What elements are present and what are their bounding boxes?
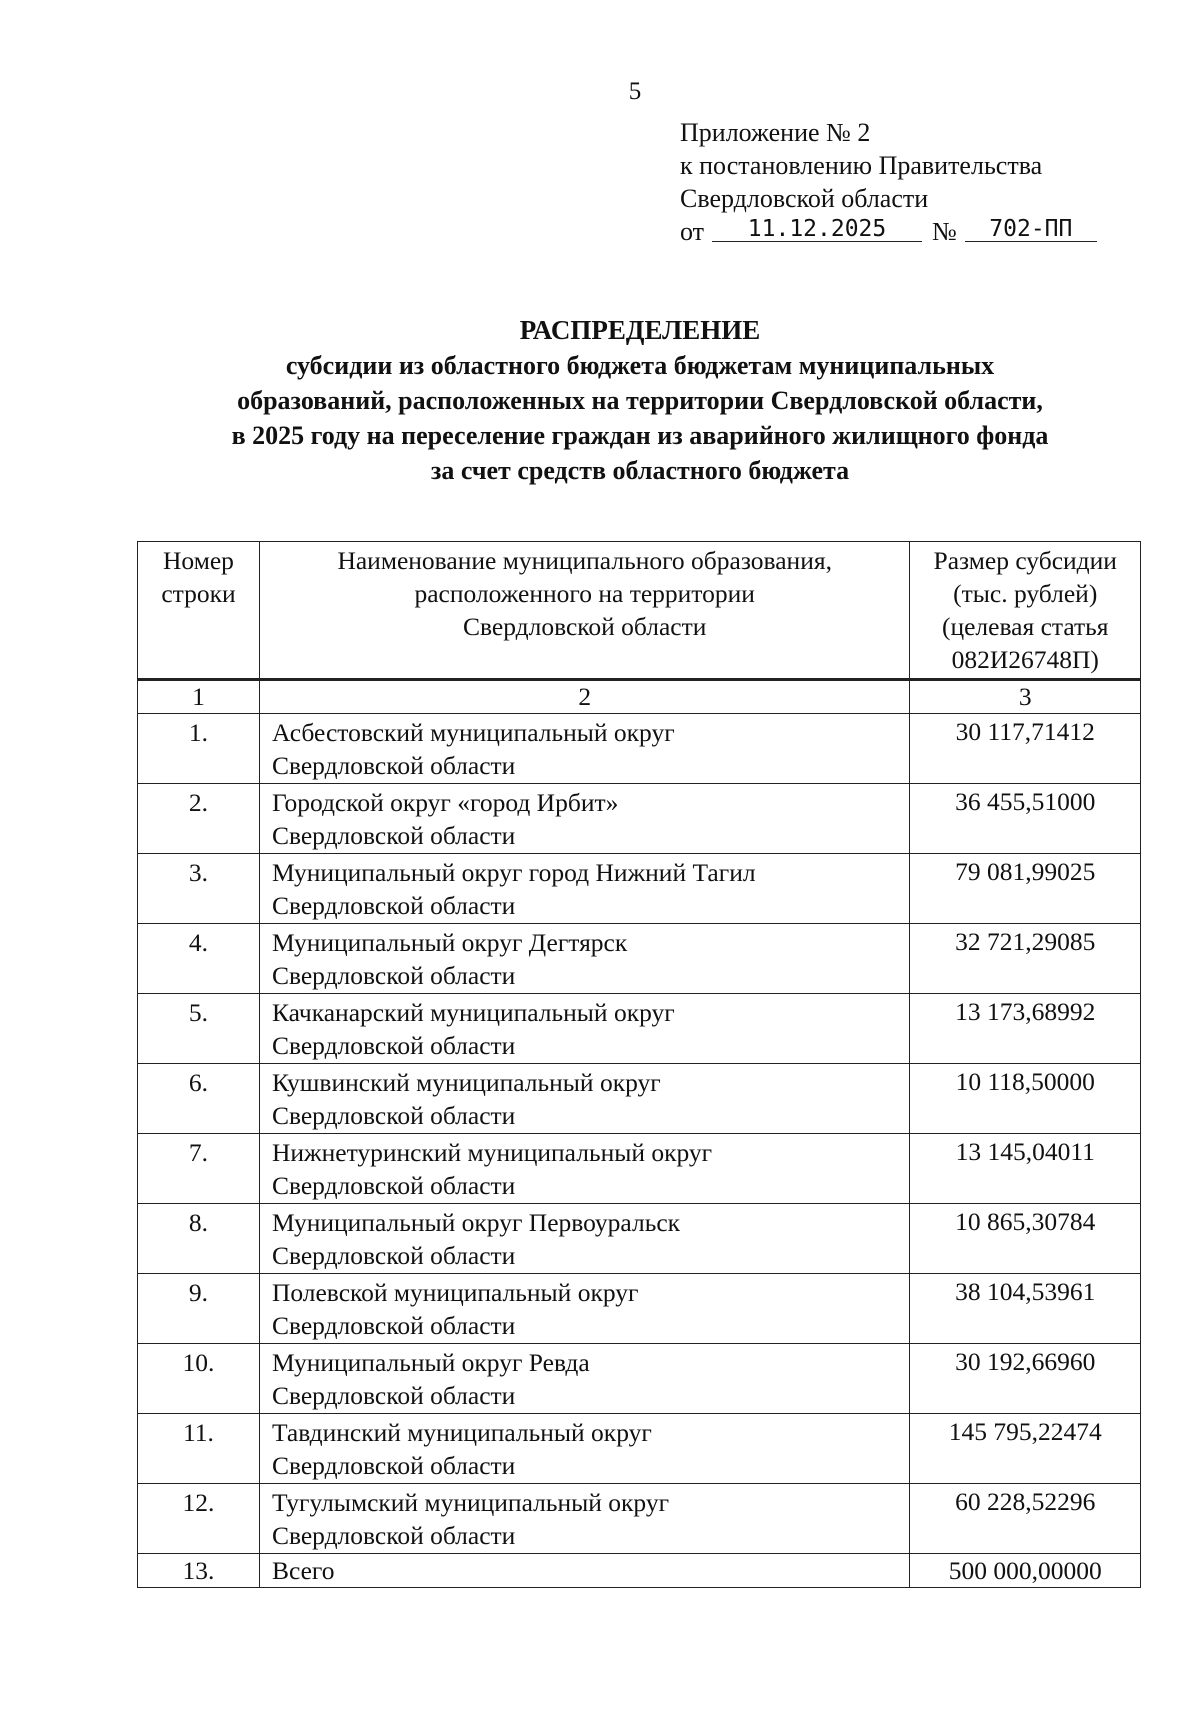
subsidy-amount: 10 865,30784 (910, 1204, 1141, 1274)
title-line-1: субсидии из областного бюджета бюджетам муниципальных (285, 351, 995, 380)
table-row (138, 924, 1141, 994)
header-sum-line: (тыс. рублей) (953, 579, 1098, 608)
row-number: 12. (138, 1484, 260, 1554)
subsidy-amount: 13 145,04011 (910, 1134, 1141, 1204)
row-number: 3. (138, 854, 260, 924)
total-row (138, 1554, 1141, 1588)
municipality-name (259, 924, 910, 994)
municipality-name-line: Муниципальный округ Дегтярск (271, 928, 628, 957)
municipality-name (259, 1414, 910, 1484)
municipality-name-line: Свердловской области (271, 1171, 516, 1200)
appendix-date-number-row (680, 215, 1140, 248)
title-line-2: образований, расположенных на территории Свердловской области, (237, 386, 1043, 415)
municipality-name-line: Кушвинский муниципальный округ (271, 1068, 661, 1097)
municipality-name (259, 854, 910, 924)
municipality-name-line: Тавдинский муниципальный округ (271, 1418, 652, 1447)
row-number: 4. (138, 924, 260, 994)
subsidy-amount: 38 104,53961 (910, 1274, 1141, 1344)
header-num (138, 542, 260, 680)
header-name-line: Свердловской области (463, 612, 707, 641)
row-number: 7. (138, 1134, 260, 1204)
row-number: 1. (138, 714, 260, 784)
municipality-name (259, 714, 910, 784)
table-row (138, 1064, 1141, 1134)
header-name-line: расположенного на территории (414, 579, 755, 608)
subsidy-amount: 60 228,52296 (910, 1484, 1141, 1554)
municipality-name-line: Асбестовский муниципальный округ (271, 718, 675, 747)
municipality-name-line: Качканарский муниципальный округ (271, 998, 675, 1027)
table-row (138, 1134, 1141, 1204)
municipality-name-line: Муниципальный округ Первоуральск (271, 1208, 681, 1237)
row-number: 8. (138, 1204, 260, 1274)
table-header-row (138, 542, 1141, 680)
municipality-name-line: Полевской муниципальный округ (271, 1278, 639, 1307)
date-prefix: от (680, 217, 705, 246)
municipality-name-line: Свердловской области (271, 1311, 516, 1340)
municipality-name-line: Свердловской области (271, 1101, 516, 1130)
column-index-row (138, 680, 1141, 714)
municipality-name-line: Свердловской области (271, 1451, 516, 1480)
municipality-name-line: Свердловской области (271, 821, 516, 850)
table-row (138, 784, 1141, 854)
municipality-name (259, 784, 910, 854)
column-index-3: 3 (910, 680, 1141, 714)
municipality-name-line: Муниципальный округ город Нижний Тагил (271, 858, 756, 887)
table-row (138, 994, 1141, 1064)
column-index-2: 2 (259, 680, 910, 714)
row-number: 6. (138, 1064, 260, 1134)
number-value: 702-ПП (965, 217, 1097, 242)
header-sum-line: 082И26748П) (951, 645, 1099, 674)
title-line-4: за счет средств областного бюджета (430, 456, 850, 485)
header-name (259, 542, 910, 680)
document-title (120, 313, 1160, 488)
row-number: 2. (138, 784, 260, 854)
total-number: 13. (138, 1554, 260, 1588)
municipality-name-line: Нижнетуринский муниципальный округ (271, 1138, 713, 1167)
header-sum (910, 542, 1141, 680)
header-sum-line: (целевая статья (941, 612, 1109, 641)
subsidy-amount: 13 173,68992 (910, 994, 1141, 1064)
title-line-3: в 2025 году на переселение граждан из аварийного жилищного фонда (231, 421, 1049, 450)
header-sum-line: Размер субсидии (933, 546, 1117, 575)
row-number: 10. (138, 1344, 260, 1414)
total-amount: 500 000,00000 (910, 1554, 1141, 1588)
appendix-line-1: Приложение № 2 (680, 118, 871, 147)
municipality-name-line: Свердловской области (271, 751, 516, 780)
table-row (138, 1484, 1141, 1554)
table-row (138, 714, 1141, 784)
municipality-name-line: Свердловской области (271, 1381, 516, 1410)
municipality-name (259, 1134, 910, 1204)
header-num-line: Номер (163, 546, 234, 575)
appendix-line-2: к постановлению Правительства (680, 151, 1043, 180)
header-name-line: Наименование муниципального образования, (337, 546, 832, 575)
municipality-name (259, 994, 910, 1064)
title-main: РАСПРЕДЕЛЕНИЕ (519, 315, 761, 345)
subsidy-amount: 36 455,51000 (910, 784, 1141, 854)
municipality-name-line: Свердловской области (271, 1521, 516, 1550)
total-label: Всего (259, 1554, 910, 1588)
row-number: 5. (138, 994, 260, 1064)
table-row (138, 1344, 1141, 1414)
table-row (138, 1414, 1141, 1484)
appendix-block (680, 116, 1140, 248)
municipality-name-line: Тугулымский муниципальный округ (271, 1488, 670, 1517)
municipality-name-line: Свердловской области (271, 1031, 516, 1060)
municipality-name (259, 1274, 910, 1344)
row-number: 11. (138, 1414, 260, 1484)
column-index-1: 1 (138, 680, 260, 714)
page-number: 5 (628, 78, 642, 105)
municipality-name (259, 1344, 910, 1414)
municipality-name (259, 1204, 910, 1274)
municipality-name-line: Свердловской области (271, 961, 516, 990)
subsidy-amount: 32 721,29085 (910, 924, 1141, 994)
subsidy-amount: 145 795,22474 (910, 1414, 1141, 1484)
subsidy-amount: 30 117,71412 (910, 714, 1141, 784)
subsidy-amount: 10 118,50000 (910, 1064, 1141, 1134)
municipality-name-line: Муниципальный округ Ревда (271, 1348, 590, 1377)
municipality-name-line: Городской округ «город Ирбит» (271, 788, 619, 817)
date-value: 11.12.2025 (712, 217, 922, 242)
subsidy-amount: 79 081,99025 (910, 854, 1141, 924)
number-prefix: № (932, 217, 957, 246)
table-row (138, 854, 1141, 924)
row-number: 9. (138, 1274, 260, 1344)
municipality-name-line: Свердловской области (271, 891, 516, 920)
municipality-name-line: Свердловской области (271, 1241, 516, 1270)
distribution-table-wrapper (137, 541, 1141, 1588)
distribution-table (137, 541, 1141, 1588)
appendix-line-3: Свердловской области (680, 184, 929, 213)
municipality-name (259, 1484, 910, 1554)
table-row (138, 1274, 1141, 1344)
table-row (138, 1204, 1141, 1274)
subsidy-amount: 30 192,66960 (910, 1344, 1141, 1414)
municipality-name (259, 1064, 910, 1134)
header-num-line: строки (161, 579, 236, 608)
table-body (138, 680, 1141, 1588)
